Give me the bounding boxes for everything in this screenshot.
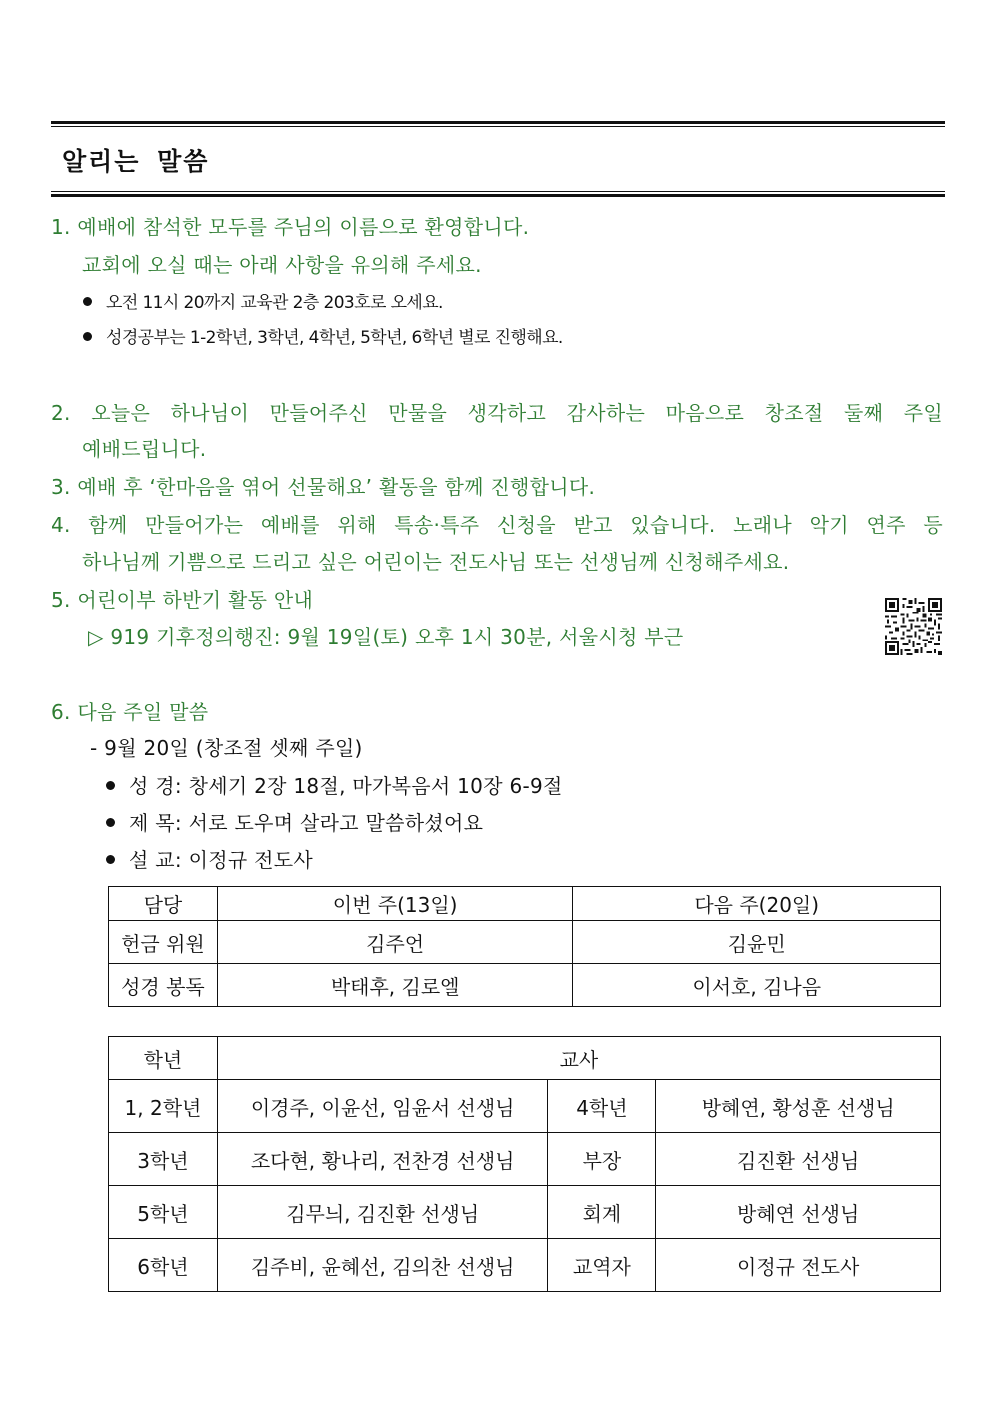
item-5-line-2: ▷ 919 기후정의행진: 9월 19일(토) 오후 1시 30분, 서울시청 부근 <box>88 625 684 649</box>
top-double-rule-thick <box>51 121 945 124</box>
item-4-line-1: 4. 함께 만들어가는 예배를 위해 특송·특주 신청을 받고 있습니다. 노래나 악기 연주 등 <box>51 513 943 537</box>
teacher-cell: 방혜연, 황성훈 선생님 <box>656 1080 941 1133</box>
item-6-line-1: 6. 다음 주일 말씀 <box>51 700 209 724</box>
item-1-bullet-2 <box>83 323 563 348</box>
item-6-bullet-scripture <box>106 770 563 799</box>
next-week-cell: 이서호, 김나음 <box>573 964 941 1007</box>
table-header-row <box>109 1037 941 1080</box>
table-header-row <box>109 887 941 921</box>
table-row <box>109 1133 941 1186</box>
top-double-rule-thin <box>51 126 945 127</box>
header-cell: 이번 주(13일) <box>217 887 573 921</box>
qr-code-icon <box>885 598 942 655</box>
table-row <box>109 964 941 1007</box>
header-cell: 학년 <box>109 1037 218 1080</box>
teacher-table <box>108 1036 941 1292</box>
bullet-dot-icon <box>83 297 92 306</box>
header-cell: 다음 주(20일) <box>573 887 941 921</box>
duty-table <box>108 886 941 1007</box>
teacher-cell: 김무늬, 김진환 선생님 <box>217 1186 548 1239</box>
table-row <box>109 1186 941 1239</box>
grade-cell: 5학년 <box>109 1186 218 1239</box>
bullet-text: 성 경: 창세기 2장 18절, 마가복음서 10장 6-9절 <box>129 774 563 798</box>
table-row <box>109 921 941 964</box>
table-row <box>109 1239 941 1292</box>
header-cell: 담당 <box>109 887 218 921</box>
item-6-bullet-theme <box>106 807 483 836</box>
grade-cell: 부장 <box>548 1133 656 1186</box>
next-week-cell: 김윤민 <box>573 921 941 964</box>
bullet-text: 제 목: 서로 도우며 살라고 말씀하셨어요 <box>129 811 484 835</box>
teacher-cell: 이정규 전도사 <box>656 1239 941 1292</box>
teacher-cell: 조다현, 황나리, 전찬경 선생님 <box>217 1133 548 1186</box>
role-cell: 헌금 위원 <box>109 921 218 964</box>
teacher-cell: 이경주, 이윤선, 임윤서 선생님 <box>217 1080 548 1133</box>
item-1-line-1: 1. 예배에 참석한 모두를 주님의 이름으로 환영합니다. <box>51 215 530 239</box>
teacher-cell: 김진환 선생님 <box>656 1133 941 1186</box>
item-2-line-1: 2. 오늘은 하나님이 만들어주신 만물을 생각하고 감사하는 마음으로 창조절 둘째 주일 <box>51 401 943 425</box>
teacher-cell: 방혜연 선생님 <box>656 1186 941 1239</box>
this-week-cell: 박태후, 김로엘 <box>217 964 573 1007</box>
bottom-double-rule-thick <box>51 194 945 197</box>
item-4-line-2: 하나님께 기쁨으로 드리고 싶은 어린이는 전도사님 또는 선생님께 신청해주세요. <box>82 550 790 574</box>
item-3: 3. 예배 후 ‘한마음을 엮어 선물해요’ 활동을 함께 진행합니다. <box>51 475 596 499</box>
grade-cell: 회계 <box>548 1186 656 1239</box>
grade-cell: 1, 2학년 <box>109 1080 218 1133</box>
bullet-text: 설 교: 이정규 전도사 <box>129 848 313 872</box>
item-1-bullet-1 <box>83 288 443 313</box>
teacher-cell: 김주비, 윤혜선, 김의찬 선생님 <box>217 1239 548 1292</box>
bullet-text: 오전 11시 20까지 교육관 2층 203호로 오세요. <box>106 293 443 313</box>
this-week-cell: 김주언 <box>217 921 573 964</box>
grade-cell: 교역자 <box>548 1239 656 1292</box>
grade-cell: 3학년 <box>109 1133 218 1186</box>
header-cell: 교사 <box>217 1037 940 1080</box>
bottom-double-rule-thin <box>51 191 945 192</box>
item-6-date: - 9월 20일 (창조절 셋째 주일) <box>90 736 363 760</box>
item-1-line-2: 교회에 오실 때는 아래 사항을 유의해 주세요. <box>82 253 482 277</box>
grade-cell: 4학년 <box>548 1080 656 1133</box>
bullet-dot-icon <box>106 781 115 790</box>
item-6-bullet-preacher <box>106 844 313 873</box>
bullet-dot-icon <box>106 818 115 827</box>
page-title: 알리는 말씀 <box>62 147 210 176</box>
bullet-dot-icon <box>106 855 115 864</box>
bullet-dot-icon <box>83 332 92 341</box>
role-cell: 성경 봉독 <box>109 964 218 1007</box>
bullet-text: 성경공부는 1-2학년, 3학년, 4학년, 5학년, 6학년 별로 진행해요. <box>106 328 563 348</box>
item-2-line-2: 예배드립니다. <box>82 437 207 461</box>
grade-cell: 6학년 <box>109 1239 218 1292</box>
item-5-line-1: 5. 어린이부 하반기 활동 안내 <box>51 588 314 612</box>
table-row <box>109 1080 941 1133</box>
